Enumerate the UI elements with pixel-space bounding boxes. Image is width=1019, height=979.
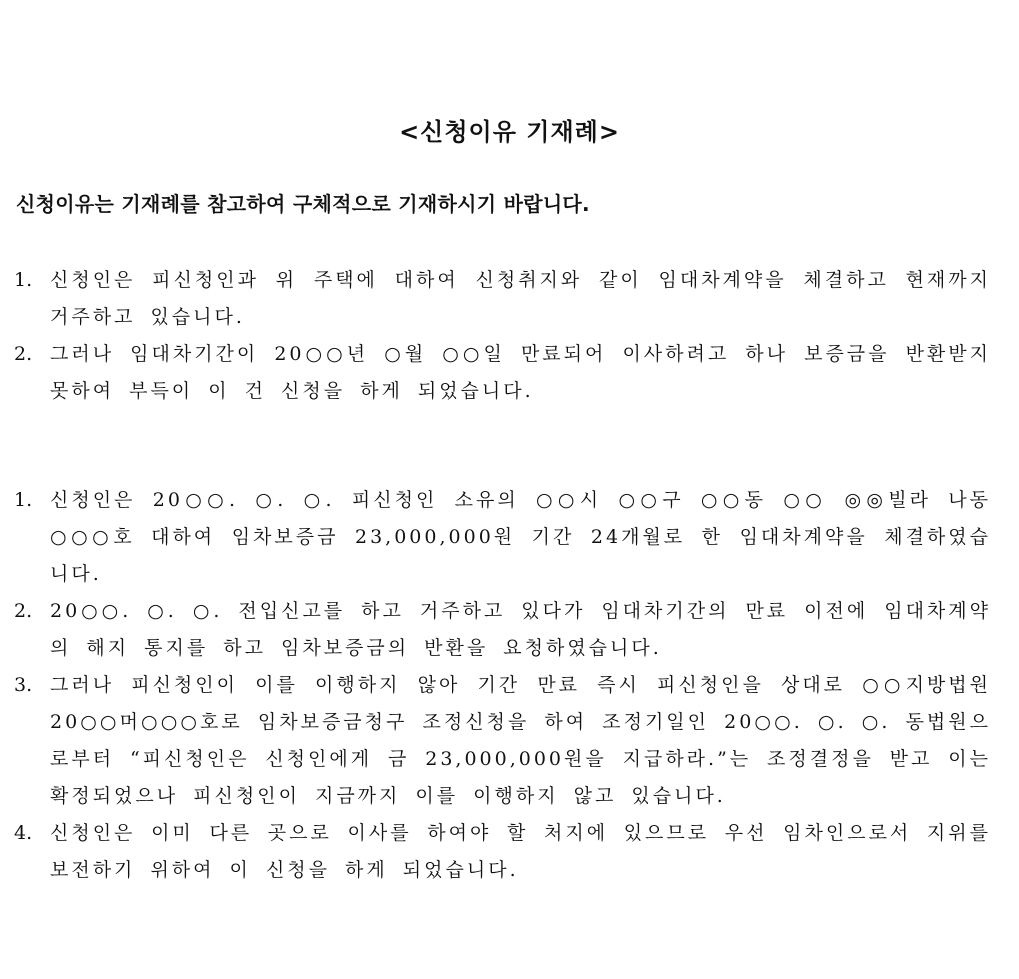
item-number: 1. <box>14 489 33 511</box>
item-number: 2. <box>14 600 33 622</box>
page-title: <신청이유 기재례> <box>399 118 620 146</box>
example-section-2 <box>14 482 991 889</box>
item-text: 신청인은 피신청인과 위 주택에 대하여 신청취지와 같이 임대차계약을 체결하고 현재까지 거주하고 있습니다. <box>50 269 991 328</box>
item-number: 1. <box>14 269 33 291</box>
item-text: 그러나 피신청인이 이를 이행하지 않아 기간 만료 즉시 피신청인을 상대로 ○○지방법원 20○○머○○○호로 임차보증금청구 조정신청을 하여 조정기일인 20○○. ○. ○. 동법원으로부터 “피신청인은 신청인에게 금 23,000,000원을 지급하라.”는 조정결정을 받고 이는 확정되었으나 피신청인이 지금까지 이를 이행하지 않고 있습니다. <box>50 674 991 807</box>
item-text: 그러나 임대차기간이 20○○년 ○월 ○○일 만료되어 이사하려고 하나 보증금을 반환받지 못하여 부득이 이 건 신청을 하게 되었습니다. <box>50 343 991 402</box>
list-item <box>14 336 991 410</box>
item-text: 신청인은 20○○. ○. ○. 피신청인 소유의 ○○시 ○○구 ○○동 ○○ ◎◎빌라 나동 ○○○호 대하여 임차보증금 23,000,000원 기간 24개월로 한 임대차계약을 체결하였습니다. <box>50 489 991 585</box>
list-item <box>14 482 991 593</box>
item-number: 4. <box>14 822 33 844</box>
instruction-text: 신청이유는 기재례를 참고하여 구체적으로 기재하시기 바랍니다. <box>16 192 590 216</box>
list-item <box>14 667 991 815</box>
item-text: 신청인은 이미 다른 곳으로 이사를 하여야 할 처지에 있으므로 우선 임차인으로서 지위를 보전하기 위하여 이 신청을 하게 되었습니다. <box>50 822 991 881</box>
list-item <box>14 815 991 889</box>
list-item <box>14 593 991 667</box>
example-section-1 <box>14 262 991 410</box>
item-text: 20○○. ○. ○. 전입신고를 하고 거주하고 있다가 임대차기간의 만료 이전에 임대차계약의 해지 통지를 하고 임차보증금의 반환을 요청하였습니다. <box>50 600 991 659</box>
item-number: 3. <box>14 674 33 696</box>
list-item <box>14 262 991 336</box>
item-number: 2. <box>14 343 33 365</box>
